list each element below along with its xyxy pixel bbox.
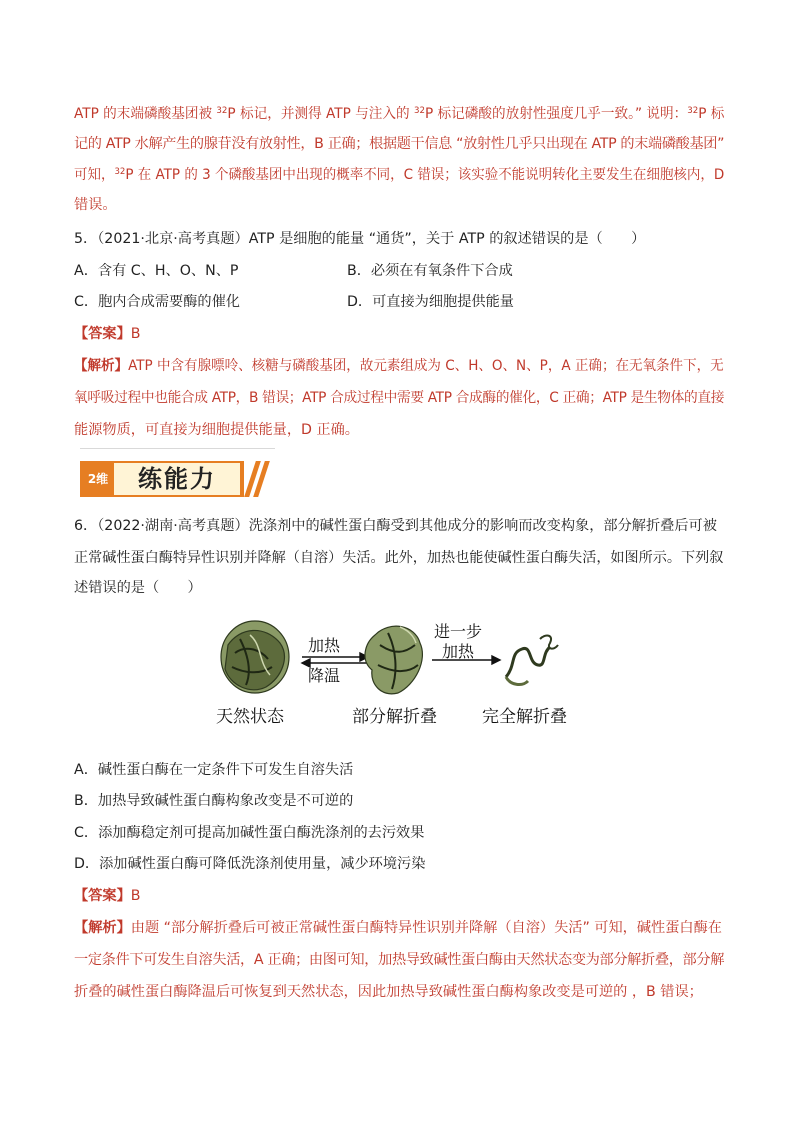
superscript: 32 [216, 106, 228, 116]
text-span: 可知， [74, 167, 115, 183]
protein-folding-figure [210, 615, 570, 735]
reversible-arrow [302, 653, 368, 667]
intro-line-1 [74, 104, 724, 124]
q5-answer [74, 324, 141, 344]
q5-option-d: D．可直接为细胞提供能量 [347, 294, 514, 310]
q5-option-a: A．含有 C、H、O、N、P [74, 263, 239, 279]
q6-stem-line-3: 述错误的是（ ） [74, 580, 202, 596]
intro-line-2: 记的 ATP 水解产生的腺苷没有放射性，B 正确；根据题干信息 “放射性几乎只出现在 ATP 的末端磷酸基团” [74, 136, 725, 152]
arrow1-label-top: 加热 [308, 636, 341, 655]
answer-label: 【答案】 [74, 326, 131, 342]
text-span: 由题 “部分解折叠后可被正常碱性蛋白酶特异性识别并降解（自溶）失活” 可知，碱性蛋白酶在 [130, 920, 722, 936]
answer-label: 【答案】 [74, 888, 131, 904]
q5-stem: 5．（2021·北京·高考真题）ATP 是细胞的能量 “通货”，关于 ATP 的叙述错误的是（ ） [74, 231, 646, 247]
q6-option-d: D．添加碱性蛋白酶可降低洗涤剂使用量，减少环境污染 [74, 856, 426, 872]
full-unfold-protein-icon [506, 636, 558, 685]
intro-line-4: 错误。 [74, 197, 117, 213]
q6-analysis-line-3: 折叠的碱性蛋白酶降温后可恢复到天然状态，因此加热导致碱性蛋白酶构象改变是可逆的 ，B 错误； [74, 984, 703, 1000]
intro-line-3 [74, 165, 724, 185]
analysis-label: 【解析】 [74, 358, 129, 374]
arrow1-label-bottom: 降温 [308, 666, 341, 685]
partial-unfold-protein-icon [365, 626, 422, 694]
section-banner [80, 456, 280, 504]
q6-option-a: A．碱性蛋白酶在一定条件下可发生自溶失活 [74, 762, 354, 778]
native-protein-icon [221, 621, 289, 693]
q6-option-b: B．加热导致碱性蛋白酶构象改变是不可逆的 [74, 793, 354, 809]
analysis-label: 【解析】 [74, 920, 131, 936]
q6-option-c: C．添加酶稳定剂可提高加碱性蛋白酶洗涤剂的去污效果 [74, 825, 425, 841]
q6-analysis-line-1 [74, 918, 722, 938]
superscript: 32 [687, 106, 699, 116]
caption-partial: 部分解折叠 [352, 707, 437, 727]
section-divider [80, 448, 275, 449]
q6-answer [74, 886, 141, 906]
arrow2-label-bottom: 加热 [442, 642, 475, 661]
text-span: P 标 [698, 106, 725, 122]
text-span: P 标记，并测得 ATP 与注入的 [227, 106, 414, 122]
q5-analysis-line-3: 能源物质，可直接为细胞提供能量，D 正确。 [74, 422, 359, 438]
arrow2-label-top: 进一步 [434, 622, 483, 641]
text-span: P 在 ATP 的 3 个磷酸基团中出现的概率不同，C 错误；该实验不能说明转化主要发生在细胞核内，D [125, 167, 725, 183]
q5-analysis-line-2: 氧呼吸过程中也能合成 ATP，B 错误；ATP 合成过程中需要 ATP 合成酶的催化，C 正确；ATP 是生物体的直接 [74, 390, 725, 406]
superscript: 32 [114, 167, 126, 177]
superscript: 32 [413, 106, 425, 116]
caption-native: 天然状态 [216, 707, 284, 727]
section-badge: 2维 [87, 472, 109, 486]
q5-analysis-line-1 [74, 356, 724, 376]
section-title: 练能力 [114, 463, 240, 495]
answer-value: B [130, 326, 141, 342]
text-span: P 标记磷酸的放射性强度几乎一致。” 说明： [424, 106, 688, 122]
q5-option-c: C．胞内合成需要酶的催化 [74, 294, 240, 310]
caption-full: 完全解折叠 [482, 707, 567, 727]
q6-stem-line-1: 6．（2022·湖南·高考真题）洗涤剂中的碱性蛋白酶受到其他成分的影响而改变构象，部分解折叠后可被 [74, 518, 717, 534]
text-span: ATP 中含有腺嘌呤、核糖与磷酸基团，故元素组成为 C、H、O、N、P，A 正确；在无氧条件下，无 [128, 358, 724, 374]
text-span: ATP 的末端磷酸基团被 [74, 106, 217, 122]
q5-option-b: B．必须在有氧条件下合成 [347, 263, 513, 279]
q6-analysis-line-2: 一定条件下可发生自溶失活，A 正确；由图可知，加热导致碱性蛋白酶由天然状态变为部分解折叠，部分解 [74, 952, 725, 968]
answer-value: B [130, 888, 141, 904]
q6-stem-line-2: 正常碱性蛋白酶特异性识别并降解（自溶）失活。此外，加热也能使碱性蛋白酶失活，如图所示。下列叙 [74, 550, 724, 566]
